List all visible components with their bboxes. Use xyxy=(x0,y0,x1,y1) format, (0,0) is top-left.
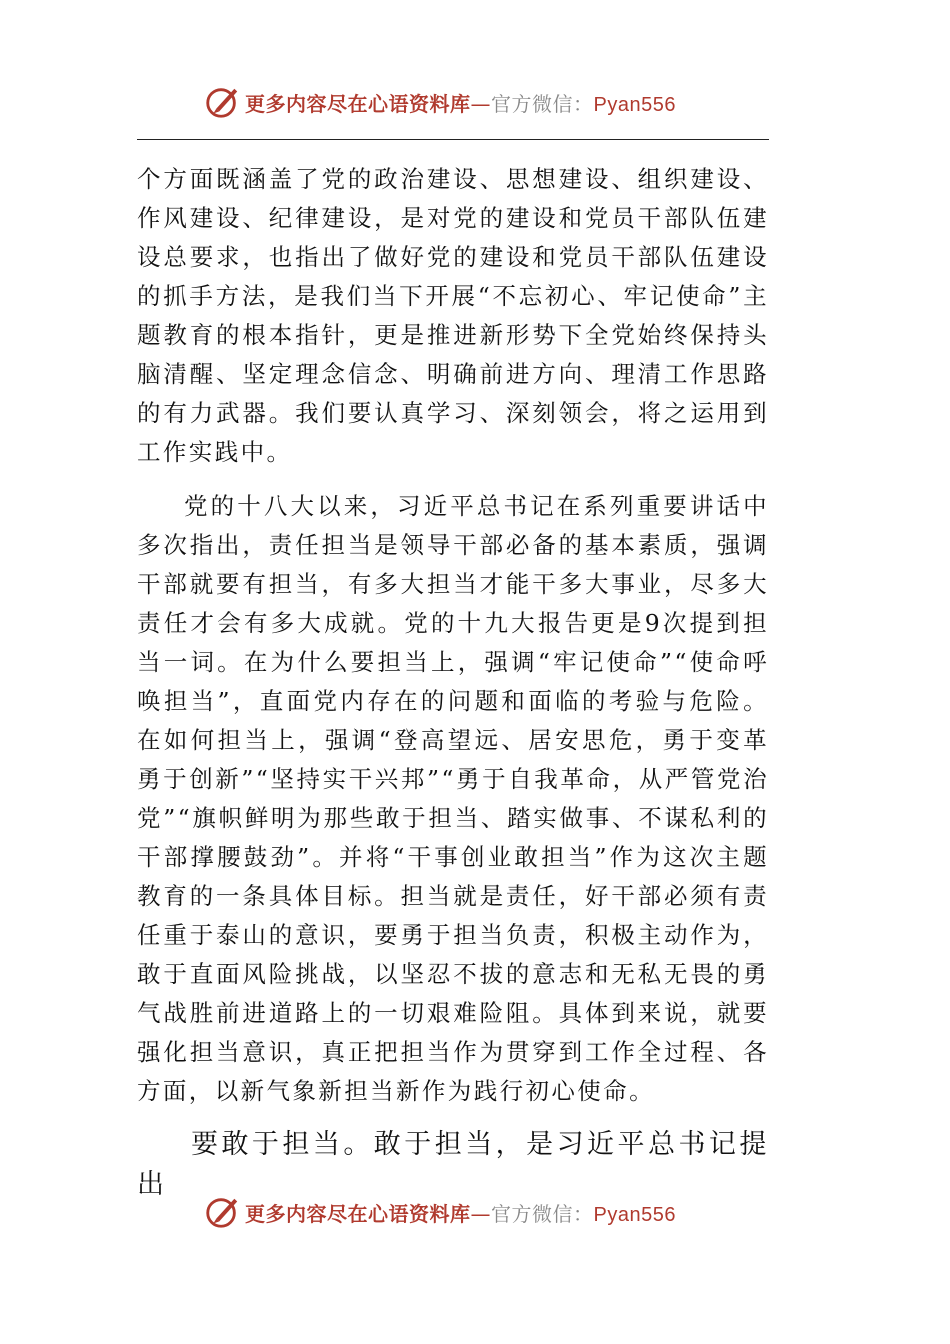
paragraph-2: 党的十八大以来，习近平总书记在系列重要讲话中多次指出，责任担当是领导干部必备的基本素质，强调干部就要有担当，有多大担当才能干多大事业，尽多大责任才会有多大成就。党的十九大报告更是9次提到担当一词。在为什么要担当上，强调“牢记使命”“使命呼唤担当”，直面党内存在的问题和面临的考验与危险。在如何担当上，强调“登高望远、居安思危，勇于变革勇于创新”“坚持实干兴邦”“勇于自我革命，从严管党治党”“旗帜鲜明为那些敢于担当、踏实做事、不谋私利的干部撑腰鼓劲”。并将“干事创业敢担当”作为这次主题教育的一条具体目标。担当就是责任，好干部必须有责任重于泰山的意识，要勇于担当负责，积极主动作为，敢于直面风险挑战，以坚忍不拔的意志和无私无畏的勇气战胜前进道路上的一切艰难险阻。具体到来说，就要强化担当意识，真正把担当作为贯穿到工作全过程、各方面，以新气象新担当新作为践行初心使命。 xyxy=(137,492,769,1105)
header-banner-id: Pyan556 xyxy=(593,93,676,116)
paragraph-3: 要敢于担当。敢于担当，是习近平总书记提出 xyxy=(137,1129,769,1200)
footer-banner-sub: 官方微信： xyxy=(491,1201,594,1226)
header-banner-main: 更多内容尽在心语资料库 xyxy=(245,91,471,116)
pen-logo-icon xyxy=(203,1193,241,1231)
header-banner-dash: — xyxy=(470,91,491,116)
document-body xyxy=(137,160,769,1200)
header-banner-sub: 官方微信： xyxy=(491,91,594,116)
paragraph-1: 个方面既涵盖了党的政治建设、思想建设、组织建设、作风建设、纪律建设，是对党的建设和党员干部队伍建设总要求，也指出了做好党的建设和党员干部队伍建设的抓手方法，是我们当下开展“不忘初心、牢记使命”主题教育的根本指针，更是推进新形势下全党始终保持头脑清醒、坚定理念信念、明确前进方向、理清工作思路的有力武器。我们要认真学习、深刻领会，将之运用到工作实践中。 xyxy=(137,165,769,466)
footer-banner-main: 更多内容尽在心语资料库 xyxy=(245,1201,471,1226)
footer-banner xyxy=(203,1192,676,1232)
pen-logo-icon xyxy=(203,83,241,121)
header-banner-text xyxy=(245,88,676,117)
header-divider xyxy=(137,139,769,140)
footer-banner-id: Pyan556 xyxy=(593,1203,676,1226)
header-banner xyxy=(203,82,676,122)
footer-banner-dash: — xyxy=(470,1201,491,1226)
footer-banner-text xyxy=(245,1198,676,1227)
